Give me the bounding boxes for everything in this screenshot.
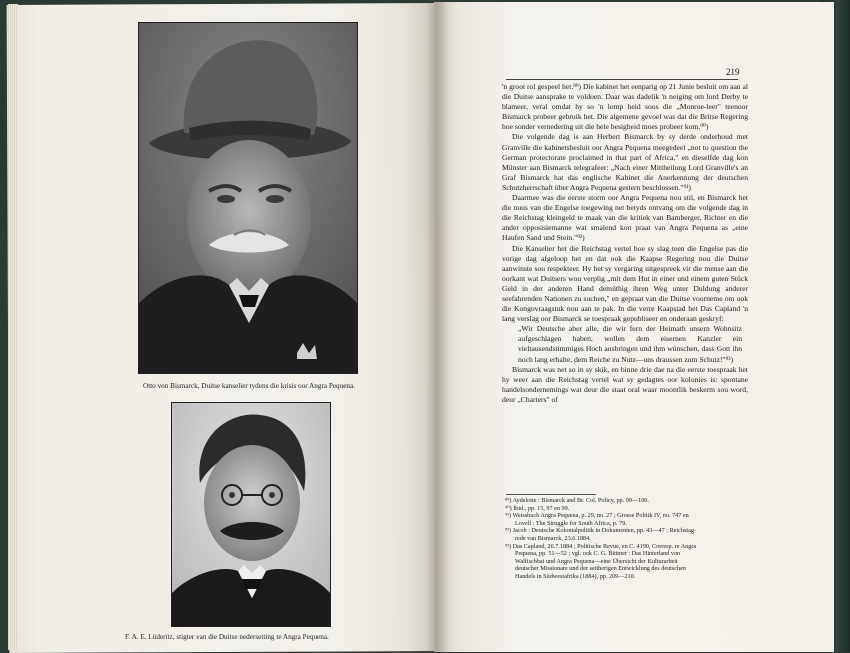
footnote-continuation: deutscher Missionare und der seitherigen Entwicklung des deutschen xyxy=(515,565,686,573)
paragraph: Daarmee was die eerste storm oor Angra Pequena nou stil, en Bismarck het die nuus van die Engelse toegewing net betyds ontvang om die volgende dag in die Reichstag kleingeld te maak van die kritiek van Bamberger, Richter en die ander opposisiemanne wat smalend kon praat van Angra Pequena as „eine Haufen Sand und Stein."⁹²) xyxy=(502,193,748,243)
footnote-continuation: Handels in Südwestafrika (1884), pp. 209—210. xyxy=(515,572,636,580)
footnote-continuation: rede van Bismarck, 23.6.1884. xyxy=(515,534,591,542)
footnote-continuation: Lovell : The Struggle for South Africa, p. 79. xyxy=(515,519,627,527)
header-rule xyxy=(506,79,738,80)
body-text xyxy=(502,82,748,405)
luderitz-portrait xyxy=(171,402,331,627)
paragraph: 'n groot rol gespeel het.⁸⁹) Die kabinet het eenparig op 21 Junie besluit om aan al die Duitse aansprake te voldoen. Daar was dadelik 'n neiging om lord Derby te blameer, veral omdat hy so 'n lomp heid soos die „Monroe-leer" teenoor Bismarck probeer gebruik het. Die algemene gevoel was dat die Britse Regering hoe sonder vernedering uit die hele besigheid moes probeer kom.⁹⁰) xyxy=(502,82,748,132)
paragraph: Bismarck was net so in sy skik, en binne drie dae na die eerste toespraak het hy weer aan die Reichstag vertel wat sy gedagtes oor kolonies is: spontane handelsondernemings wat deur die staat oral waar moontlik beskerm sou word, deur „Charters" of xyxy=(502,364,748,404)
footnotes xyxy=(505,497,749,581)
footnote: ⁹¹) Weissbuch Angra Pequena, p. 29, no. 27 ; Grosse Politik IV, no. 747 en xyxy=(505,512,689,520)
footnote: ⁹⁰) Ibid., pp. 15, 97 en 99. xyxy=(505,504,570,512)
footnote-continuation: Walfischbai und Angra Pequena—eine Übersicht der Kulturarbeit xyxy=(515,557,678,565)
footnote: ⁹²) Jacob : Deutsche Kolonialpolitik in Dokumenten, pp. 43—47 : Reichstag- xyxy=(505,527,696,535)
footnote-rule xyxy=(506,494,596,495)
footnote: ⁸⁹) Aydelotte : Bismarck and Br. Col. Policy, pp. 99—100. xyxy=(505,497,649,504)
page-edges xyxy=(8,4,18,650)
photo-caption-luderitz: F. A. E. Lüderitz, stigter van die Duitse nedersetting te Angra Pequena. xyxy=(125,633,329,641)
footnote: ⁹³) Das Capland, 26.7.1884 ; Politische Revue, en C. 4190, Corresp. re Angra xyxy=(505,542,697,550)
paragraph: Die Kanselier het die Reichstag vertel hoe sy slag teen die Engelse pas die vorige dag afgeloop het en dat ook die Kaapse Regering nou die Duitse aanwinste sou respekteer. Hy het sy vergaring uitgespreek vir die mense aan die oorkant wat Duitsers wou verplig „mit dem Hut in einer und einem guten Stück Geld in der anderen Hand demüthig ihren Weg unter Duldung anderer seefahrenden Nationen zu suchen," en gepraat van die Duitse voorneme om ook die Kongovraagstuk nou aan te pak. In die verre Kaapstad het Das Capland 'n lang verslag oor Bismarck se toespraak gepubliseer en onderaan geskryf: xyxy=(502,243,748,324)
bismarck-portrait xyxy=(138,22,358,374)
book-gutter xyxy=(426,0,448,652)
paragraph: Die volgende dag is aan Herbert Bismarck by sy derde onderhoud met Granville die kabinetsbesluit oor Angra Pequena meegedeel „not to question the German protectorate proclaimed in that part of Africa," en dieselfde dag kon Münster aan Bismarck telegrafeer: „Nach einer Mittheilung Lord Granville's an Graf Bismarck hat das englische Kabinet die Anerkennung der deutschen Schutzherrschaft über Angra Pequena gestern beschlossen."⁹¹) xyxy=(502,132,748,192)
block-quote: „Wir Deutsche aber alle, die wir fern der Heimath unsern Wohnsitz aufgeschlagen haben, wollen dem eisernen Kanzler ein vieltausendstimmiges Hoch ausbringen und ihm wünschen, dass Gott ihn noch lang erhalte, dem Reiche zu Nutz—uns draussen zum Schutz!"⁹³) xyxy=(518,324,742,364)
footnote-continuation: Pequena, pp. 51—52 ; vgl. ook C. G. Büttner : Das Hinterland von xyxy=(515,550,681,558)
page-number: 219 xyxy=(726,67,740,77)
photo-caption-bismarck: Otto von Bismarck, Duitse kanselier tydens die krisis oor Angra Pequena. xyxy=(143,382,355,390)
